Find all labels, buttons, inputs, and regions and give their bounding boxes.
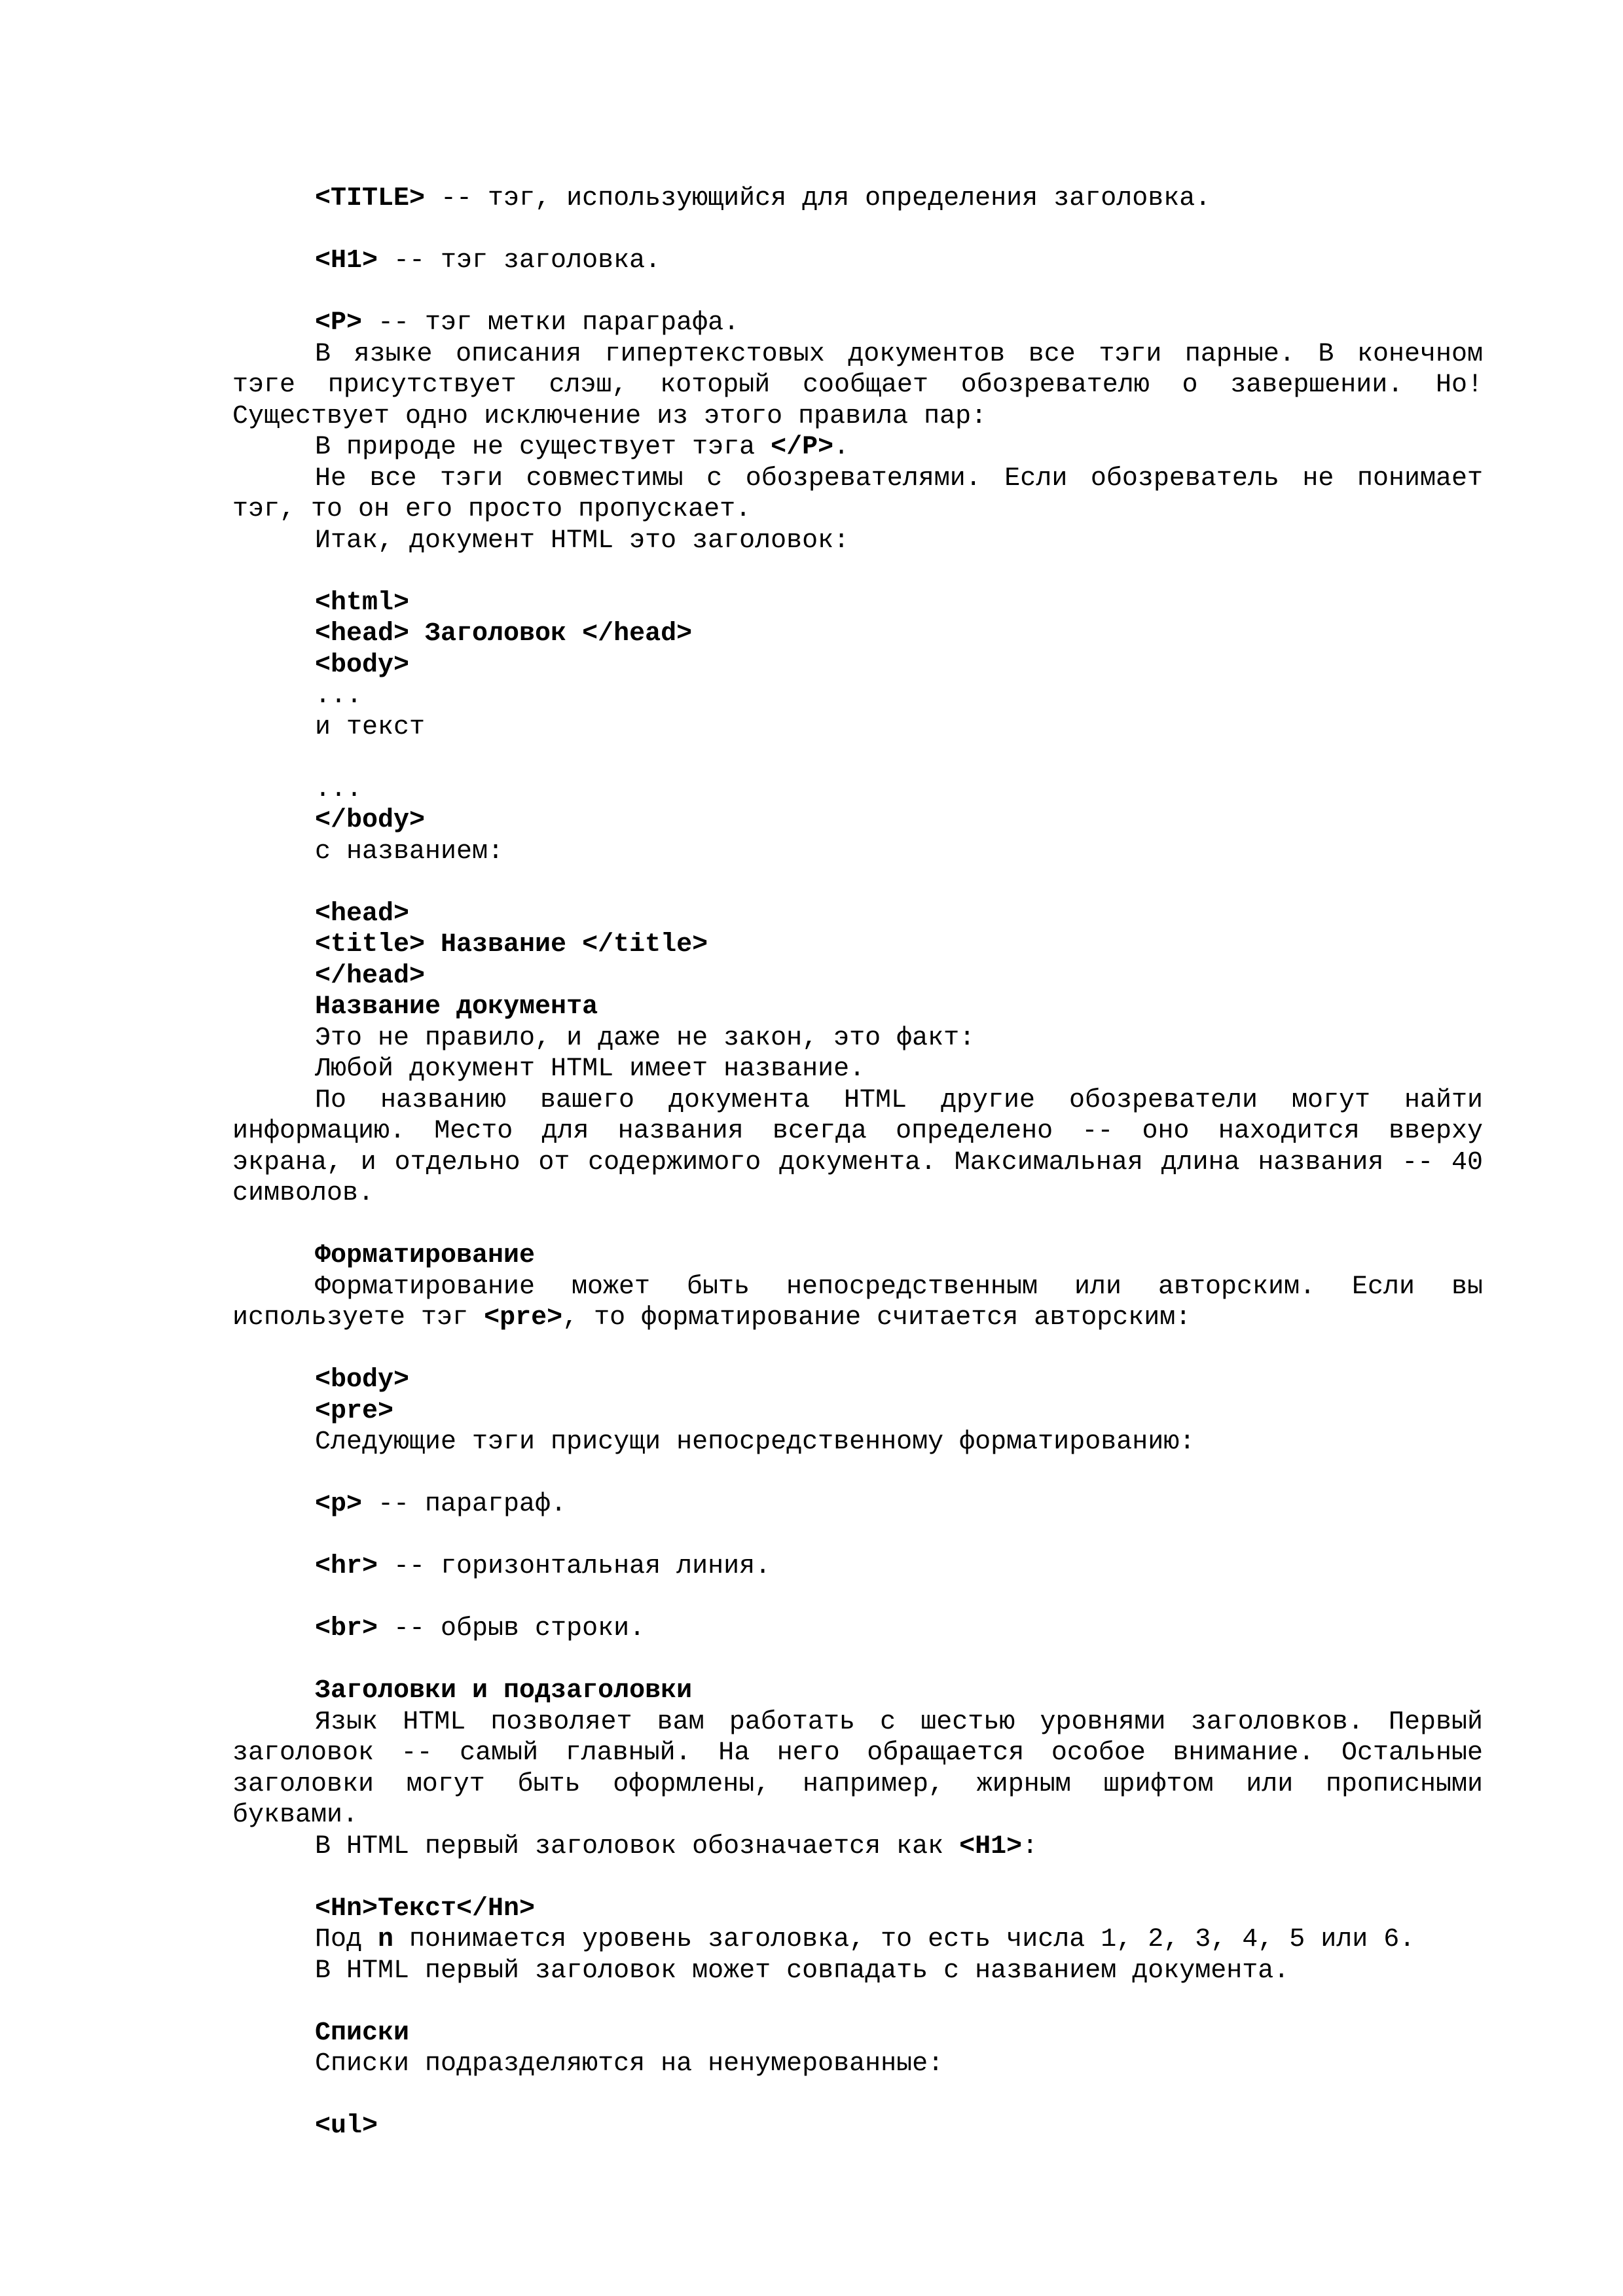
p-lower-line: <p> -- параграф. xyxy=(315,1490,567,1519)
h1-tag: <H1> xyxy=(315,246,378,276)
compat-paragraph: Не все тэги совместимы с обозревателями. Если обозреватель не понимает тэг, то он его просто пропускает. xyxy=(232,463,1483,524)
code-html: <html> xyxy=(315,588,410,618)
p-tag-line xyxy=(232,308,1483,339)
p-tag: <P> xyxy=(315,308,363,338)
lists-heading: Списки xyxy=(315,2018,410,2048)
hn-desc-line-2: В HTML первый заголовок может совпадать с названием документа. xyxy=(315,1956,1290,1986)
hn-code: <Hn>Текст</Hn> xyxy=(315,1893,536,1924)
fact-line-2: Любой документ HTML имеет название. xyxy=(315,1054,866,1084)
h1-upper-tag: <H1> xyxy=(959,1831,1023,1861)
document-page xyxy=(232,183,1483,2142)
code-dots: ... xyxy=(315,681,363,711)
html-doc-intro: Итак, документ HTML это заголовок: xyxy=(315,526,850,556)
title-tag-desc: -- тэг, использующийся для определения заголовка. xyxy=(425,184,1211,213)
br-tag: <br> xyxy=(315,1614,378,1643)
title-info-paragraph: По названию вашего документа HTML другие обозреватели могут найти информацию. Место для названия всегда определено -- оно находится вверху экрана, и отдельно от содержимого документа. Максимальная длина названия -- 40 символов. xyxy=(232,1085,1483,1208)
h1-tag-desc: -- тэг заголовка. xyxy=(378,246,661,276)
format-paragraph: Форматирование может быть непосредственным или авторским. Если вы используете тэг <pre>, то форматирование считается авторским: xyxy=(232,1272,1483,1333)
code-head: <head> Заголовок </head> xyxy=(315,619,693,649)
code-text: и текст xyxy=(315,712,426,742)
direct-tags-intro: Следующие тэги присущи непосредственному форматированию: xyxy=(315,1427,1195,1457)
paired-tags-paragraph: В языке описания гипертекстовых документов все тэги парные. В конечном тэге присутствует слэш, который сообщает обозревателю о завершении. Но! Существует одно исключение из этого правила пар: xyxy=(232,339,1483,431)
title-tag-line xyxy=(232,183,1483,215)
h1-tag-line xyxy=(232,245,1483,277)
code2-head: <head> xyxy=(315,899,410,929)
doc-title-heading: Название документа xyxy=(315,992,598,1022)
code-body: <body> xyxy=(315,650,410,680)
format-heading: Форматирование xyxy=(315,1241,536,1270)
code2-title: <title> Название </title> xyxy=(315,930,708,960)
with-name-text: с названием: xyxy=(315,836,504,867)
code2-head-close: </head> xyxy=(315,961,426,991)
p-tag-desc: -- тэг метки параграфа. xyxy=(362,308,740,338)
h1-in-html-line: В HTML первый заголовок обозначается как <H1>: xyxy=(315,1831,1038,1861)
code3-body: <body> xyxy=(315,1365,410,1395)
no-close-p-line: В природе не существует тэга </P>. xyxy=(315,433,850,462)
code-body-close: </body> xyxy=(315,806,426,835)
lists-paragraph: Списки подразделяются на ненумерованные: xyxy=(315,2049,944,2079)
headings-paragraph: Язык HTML позволяет вам работать с шестью уровнями заголовков. Первый заголовок -- самый главный. На него обращается особое внимание. Остальные заголовки могут быть оформлены, например, жирным шрифтом или прописными буквами. xyxy=(232,1707,1483,1830)
n-letter: n xyxy=(378,1925,394,1954)
code3-pre: <pre> xyxy=(315,1396,394,1426)
fact-line-1: Это не правило, и даже не закон, это факт: xyxy=(315,1023,976,1053)
title-tag: <TITLE> xyxy=(315,184,426,213)
hr-line: <hr> -- горизонтальная линия. xyxy=(315,1552,771,1581)
pre-tag: <pre> xyxy=(484,1303,563,1333)
p-lower-tag: <p> xyxy=(315,1490,363,1519)
code-dots-2: ... xyxy=(315,774,363,804)
close-p-tag: </P> xyxy=(771,433,834,462)
headings-heading: Заголовки и подзаголовки xyxy=(315,1676,693,1706)
hr-tag: <hr> xyxy=(315,1552,378,1581)
ul-code: <ul> xyxy=(315,2111,378,2141)
hn-desc-line: Под n понимается уровень заголовка, то есть числа 1, 2, 3, 4, 5 или 6. xyxy=(315,1925,1415,1954)
br-line: <br> -- обрыв строки. xyxy=(315,1614,646,1643)
